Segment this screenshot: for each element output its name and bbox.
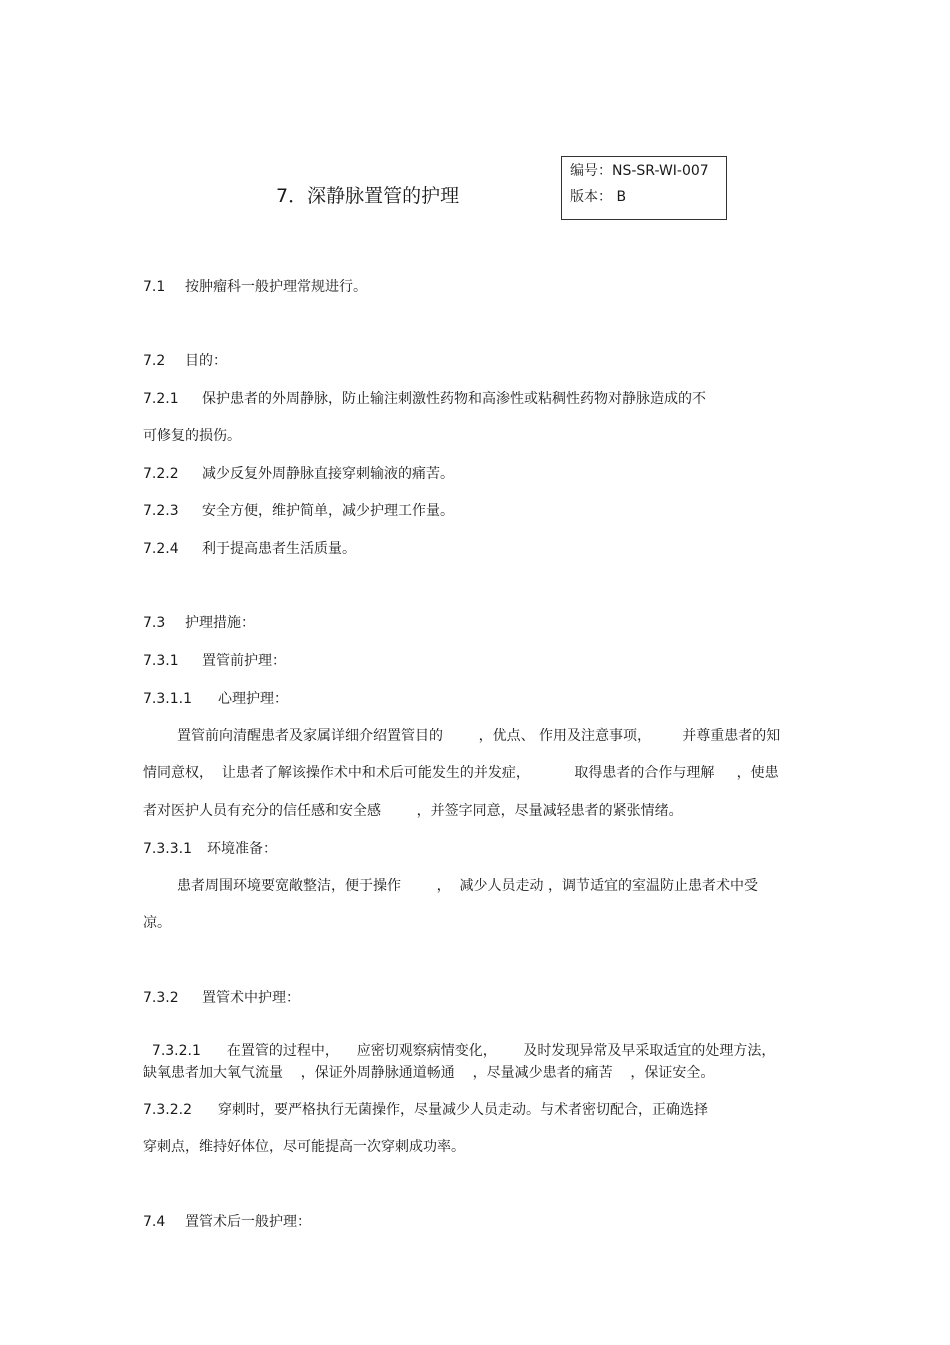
- section-text: 护理措施：: [185, 615, 255, 631]
- section-7-2: [143, 350, 227, 370]
- paragraph-line: 可修复的损伤。: [143, 428, 241, 444]
- section-number: 7.2: [143, 353, 166, 369]
- section-number: 7.3.1.1: [143, 691, 192, 707]
- paragraph-line: 置管前向清醒患者及家属详细介绍置管目的 ，优点、 作用及注意事项， 并尊重患者的知: [177, 728, 781, 744]
- section-text: 按肿瘤科一般护理常规进行。: [185, 279, 367, 295]
- paragraph-line: 者对医护人员有充分的信任感和安全感 ，并签字同意，尽量减轻患者的紧张情绪。: [143, 803, 683, 819]
- section-text: 安全方便，维护简单，减少护理工作量。: [202, 503, 454, 519]
- section-number: 7.4: [143, 1214, 166, 1230]
- section-text: 利于提高患者生活质量。: [202, 541, 356, 557]
- section-number: 7.3.3.1: [143, 841, 192, 857]
- paragraph-line: 情同意权， 让患者了解该操作术中和术后可能发生的并发症， 取得患者的合作与理解 ，使患: [143, 765, 779, 781]
- section-text: 置管术中护理：: [202, 990, 300, 1006]
- section-7-3-2-2: [143, 1099, 708, 1119]
- paragraph-line: 患者周围环境要宽敞整洁，便于操作 ， 减少人员走动 ，调节适宜的室温防止患者术中受: [177, 878, 758, 894]
- section-number: 7.2.2: [143, 466, 179, 482]
- section-text: 环境准备：: [207, 841, 277, 857]
- section-text: 置管术后一般护理：: [185, 1214, 311, 1230]
- section-text: 心理护理：: [218, 691, 288, 707]
- section-7-3-2-1: [143, 1024, 775, 1060]
- section-text: 在置管的过程中， 应密切观察病情变化， 及时发现异常及早采取适宜的处理方法，: [226, 1043, 776, 1059]
- section-7-3-1: [143, 650, 286, 670]
- section-7-2-3: [143, 500, 454, 520]
- paragraph-line: 穿刺点，维持好体位，尽可能提高一次穿刺成功率。: [143, 1139, 465, 1155]
- section-7-3-3-1: [143, 838, 277, 858]
- section-7-3-2: [143, 987, 300, 1007]
- document-number: 编号：NS-SR-WI-007: [570, 163, 709, 179]
- section-number: 7.3.1: [143, 653, 179, 669]
- section-7-2-2: [143, 463, 454, 483]
- section-text: 保护患者的外周静脉，防止输注刺激性药物和高渗性或粘稠性药物对静脉造成的不: [202, 391, 706, 407]
- section-7-4: [143, 1211, 311, 1231]
- section-text: 置管前护理：: [202, 653, 286, 669]
- section-7-2-1: [143, 388, 706, 408]
- section-7-3-1-1: [143, 688, 288, 708]
- section-number: 7.3: [143, 615, 166, 631]
- section-7-1: [143, 276, 367, 296]
- section-number: 7.2.4: [143, 541, 179, 557]
- section-number: 7.3.2.1: [151, 1043, 201, 1059]
- document-title: 7．深静脉置管的护理: [276, 185, 460, 207]
- document-info-box: [561, 156, 727, 220]
- section-number: 7.2.3: [143, 503, 179, 519]
- section-number: 7.1: [143, 279, 166, 295]
- section-7-2-4: [143, 538, 356, 558]
- section-number: 7.3.2.2: [143, 1102, 192, 1118]
- section-text: 减少反复外周静脉直接穿刺输液的痛苦。: [202, 466, 454, 482]
- paragraph-line: 凉。: [143, 915, 171, 931]
- section-text: 穿刺时，要严格执行无菌操作，尽量减少人员走动。与术者密切配合，正确选择: [218, 1102, 708, 1118]
- section-text: 目的：: [185, 353, 227, 369]
- paragraph-line: 缺氧患者加大氧气流量 ，保证外周静脉通道畅通 ，尽量减少患者的痛苦 ，保证安全。: [143, 1065, 715, 1081]
- document-version: 版本： B: [570, 189, 627, 205]
- section-7-3: [143, 612, 255, 632]
- section-number: 7.3.2: [143, 990, 179, 1006]
- section-number: 7.2.1: [143, 391, 179, 407]
